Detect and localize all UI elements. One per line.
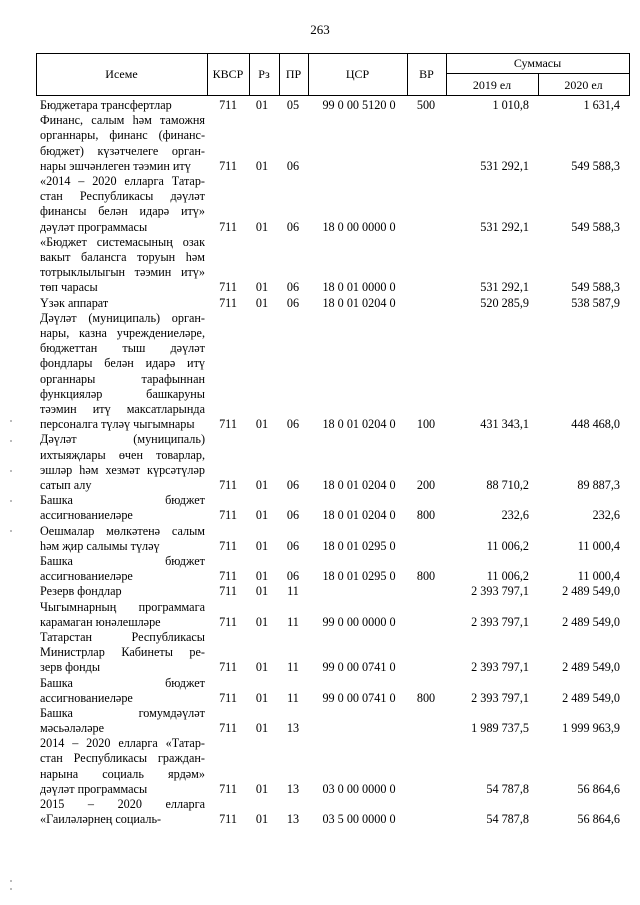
cell-kvsr: 711 (219, 660, 237, 675)
cell-2020: 11 000,4 (577, 569, 620, 584)
row-name (40, 98, 205, 113)
row-name-line: тотрыклылыгын тәэмин итү» (40, 265, 205, 280)
row-name-line: Башка бюджет (40, 675, 205, 690)
row-name (40, 296, 205, 311)
cell-2019: 520 285,9 (480, 295, 529, 310)
cell-2019: 11 006,2 (486, 538, 529, 553)
cell-2020: 89 887,3 (577, 477, 620, 492)
row-name-line: нары эшчәнлеген тәэмин итү (40, 158, 191, 173)
cell-csr: 03 0 00 0000 0 (322, 781, 396, 796)
cell-2019: 2 393 797,1 (471, 614, 529, 629)
row-name (40, 235, 205, 296)
cell-rz: 01 (255, 721, 269, 736)
row-name-line: «2014 – 2020 елларга Татар- (40, 173, 205, 188)
cell-2020: 2 489 549,0 (562, 660, 620, 675)
header-kvsr: КВСР (212, 67, 244, 81)
cell-2020: 56 864,6 (577, 781, 620, 796)
cell-kvsr: 711 (219, 812, 237, 827)
row-name-line: ассигнованиеләре (40, 690, 133, 705)
row-name-line: Башка гомумдәүләт (40, 705, 205, 720)
row-name-line: ихтыяҗлары өчен товарлар, (40, 447, 205, 462)
cell-rz: 01 (255, 295, 269, 310)
table-row (0, 493, 640, 523)
cell-vr: 800 (416, 569, 436, 584)
cell-pr: 13 (286, 812, 300, 827)
cell-csr: 18 0 00 0000 0 (322, 219, 396, 234)
row-name-line: «Бюджет системасының озак (40, 234, 205, 249)
cell-rz: 01 (255, 280, 269, 295)
cell-kvsr: 711 (219, 508, 237, 523)
cell-2019: 2 393 797,1 (471, 584, 529, 599)
row-name (40, 797, 205, 827)
cell-vr: 800 (416, 690, 436, 705)
table-row (0, 113, 640, 174)
row-name-line: бюджеттан тыш дәүләт (40, 341, 205, 356)
cell-2019: 531 292,1 (480, 158, 529, 173)
cell-pr: 06 (286, 158, 300, 173)
cell-kvsr: 711 (219, 584, 237, 599)
row-name (40, 736, 205, 797)
row-name (40, 600, 205, 630)
table-row (0, 98, 640, 113)
table-row (0, 797, 640, 827)
row-name-line: Министрлар Кабинеты ре- (40, 645, 205, 660)
row-name-line: дәүләт программасы (40, 219, 148, 234)
row-name (40, 706, 205, 736)
cell-2020: 448 468,0 (571, 417, 620, 432)
cell-2019: 11 006,2 (486, 569, 529, 584)
cell-2019: 1 010,8 (492, 97, 529, 112)
header-vr: ВР (419, 67, 434, 81)
header-rz: Рз (258, 67, 270, 81)
row-name-line: Үзәк аппарат (40, 295, 109, 310)
cell-pr: 06 (286, 295, 300, 310)
cell-csr: 18 0 01 0204 0 (322, 508, 396, 523)
row-name (40, 311, 205, 433)
table-row (0, 432, 640, 493)
row-name-line: сатып алу (40, 477, 92, 492)
table-row (0, 311, 640, 433)
cell-pr: 13 (286, 721, 300, 736)
cell-pr: 05 (286, 97, 300, 112)
cell-kvsr: 711 (219, 219, 237, 234)
cell-csr: 18 0 01 0000 0 (322, 280, 396, 295)
cell-2020: 2 489 549,0 (562, 614, 620, 629)
row-name-line: Финанс, салым һәм таможня (40, 113, 205, 128)
cell-csr: 18 0 01 0204 0 (322, 295, 396, 310)
cell-kvsr: 711 (219, 280, 237, 295)
cell-kvsr: 711 (219, 295, 237, 310)
cell-2019: 88 710,2 (486, 477, 529, 492)
row-name (40, 676, 205, 706)
row-name-line: төп чарасы (40, 280, 98, 295)
cell-2019: 54 787,8 (486, 781, 529, 796)
cell-2019: 2 393 797,1 (471, 690, 529, 705)
cell-kvsr: 711 (219, 538, 237, 553)
header-year-2019: 2019 ел (472, 78, 512, 92)
row-name-line: Дәүләт (муниципаль) (40, 432, 205, 447)
row-name (40, 493, 205, 523)
cell-rz: 01 (255, 781, 269, 796)
row-name-line: органнары тарафыннан (40, 371, 205, 386)
cell-2020: 2 489 549,0 (562, 584, 620, 599)
cell-csr: 03 5 00 0000 0 (322, 812, 396, 827)
cell-2020: 232,6 (592, 508, 620, 523)
row-name-line: стан Республикасы граждан- (40, 751, 205, 766)
cell-rz: 01 (255, 158, 269, 173)
cell-2019: 431 343,1 (480, 417, 529, 432)
table-row (0, 174, 640, 235)
row-name (40, 554, 205, 584)
cell-rz: 01 (255, 538, 269, 553)
scan-dot (10, 470, 12, 472)
cell-pr: 06 (286, 280, 300, 295)
row-name-line: ассигнованиеләре (40, 508, 133, 523)
cell-2020: 2 489 549,0 (562, 690, 620, 705)
cell-2020: 56 864,6 (577, 812, 620, 827)
row-name-line: Чыгымнарның программага (40, 599, 205, 614)
cell-2020: 549 588,3 (571, 219, 620, 234)
row-name-line: фондлары белән идарә итү (40, 356, 205, 371)
cell-pr: 06 (286, 569, 300, 584)
scan-dot (10, 888, 12, 890)
cell-pr: 06 (286, 477, 300, 492)
cell-2019: 531 292,1 (480, 219, 529, 234)
cell-vr: 200 (416, 477, 436, 492)
row-name-line: карамаган юнәлешләре (40, 614, 161, 629)
header-year-2020: 2020 ел (564, 78, 603, 92)
cell-kvsr: 711 (219, 158, 237, 173)
cell-rz: 01 (255, 812, 269, 827)
row-name-line: финансы белән идарә итү» (40, 204, 205, 219)
cell-2020: 549 588,3 (571, 158, 620, 173)
scan-dot (10, 420, 12, 422)
row-name-line: Резерв фондлар (40, 584, 122, 599)
row-name-line: һәм җир салымы түләү (40, 538, 160, 553)
row-name-line: стан Республикасы дәүләт (40, 189, 205, 204)
row-name-line: зерв фонды (40, 660, 101, 675)
cell-2020: 1 999 963,9 (562, 721, 620, 736)
cell-2019: 2 393 797,1 (471, 660, 529, 675)
row-name (40, 113, 205, 174)
table-row (0, 676, 640, 706)
cell-rz: 01 (255, 660, 269, 675)
row-name-line: Башка бюджет (40, 493, 205, 508)
cell-csr: 18 0 01 0295 0 (322, 538, 396, 553)
row-name-line: нары, казна учреждениеләре, (40, 325, 205, 340)
cell-rz: 01 (255, 219, 269, 234)
table-row (0, 630, 640, 676)
cell-pr: 06 (286, 508, 300, 523)
row-name (40, 584, 205, 599)
cell-pr: 06 (286, 417, 300, 432)
cell-csr: 99 0 00 0741 0 (322, 690, 396, 705)
cell-2019: 1 989 737,5 (471, 721, 529, 736)
cell-rz: 01 (255, 569, 269, 584)
cell-pr: 11 (287, 690, 299, 705)
cell-pr: 13 (286, 781, 300, 796)
cell-csr: 99 0 00 5120 0 (322, 97, 396, 112)
cell-rz: 01 (255, 584, 269, 599)
row-name (40, 432, 205, 493)
cell-kvsr: 711 (219, 477, 237, 492)
cell-rz: 01 (255, 690, 269, 705)
header-csr: ЦСР (345, 67, 370, 81)
row-name-line: Татарстан Республикасы (40, 629, 205, 644)
row-name-line: 2015 – 2020 елларга (40, 797, 205, 812)
cell-2020: 549 588,3 (571, 280, 620, 295)
cell-rz: 01 (255, 614, 269, 629)
row-name-line: Оешмалар мөлкәтенә салым (40, 523, 205, 538)
table-row (0, 736, 640, 797)
cell-rz: 01 (255, 477, 269, 492)
table-row (0, 600, 640, 630)
cell-vr: 100 (416, 417, 436, 432)
row-name-line: функцияләр башкаруны (40, 386, 205, 401)
header-sums: Суммасы (513, 56, 562, 70)
cell-csr: 18 0 01 0295 0 (322, 569, 396, 584)
cell-2019: 531 292,1 (480, 280, 529, 295)
cell-csr: 99 0 00 0741 0 (322, 660, 396, 675)
header-pr: ПР (285, 67, 302, 81)
table-body (0, 98, 640, 827)
cell-rz: 01 (255, 508, 269, 523)
cell-pr: 11 (287, 584, 299, 599)
row-name-line: органнары, финанс (финанс- (40, 128, 205, 143)
cell-vr: 800 (416, 508, 436, 523)
cell-2020: 11 000,4 (577, 538, 620, 553)
scan-dot (10, 500, 12, 502)
cell-pr: 11 (287, 614, 299, 629)
row-name (40, 630, 205, 676)
row-name-line: тәэмин итү максатларында (40, 401, 205, 416)
scan-dot (10, 880, 12, 882)
table-row (0, 554, 640, 584)
row-name-line: эшләр һәм хезмәт күрсәтүләр (40, 462, 205, 477)
cell-csr: 99 0 00 0000 0 (322, 614, 396, 629)
cell-kvsr: 711 (219, 690, 237, 705)
row-name-line: вакыт балансга торуын һәм (40, 249, 205, 264)
cell-vr: 500 (416, 97, 436, 112)
cell-csr: 18 0 01 0204 0 (322, 417, 396, 432)
scan-margin-dots (10, 0, 13, 905)
row-name-line: мәсьәләләре (40, 721, 104, 736)
cell-kvsr: 711 (219, 417, 237, 432)
cell-kvsr: 711 (219, 614, 237, 629)
cell-rz: 01 (255, 417, 269, 432)
cell-kvsr: 711 (219, 721, 237, 736)
cell-kvsr: 711 (219, 781, 237, 796)
page-number: 263 (310, 22, 330, 37)
row-name (40, 524, 205, 554)
cell-2020: 1 631,4 (583, 97, 620, 112)
cell-2020: 538 587,9 (571, 295, 620, 310)
cell-pr: 06 (286, 219, 300, 234)
header-name: Исеме (105, 67, 138, 81)
cell-pr: 06 (286, 538, 300, 553)
table-row (0, 706, 640, 736)
row-name-line: Башка бюджет (40, 553, 205, 568)
scan-dot (10, 530, 12, 532)
row-name (40, 174, 205, 235)
row-name-line: нарына социаль ярдәм» (40, 766, 205, 781)
table-header (36, 53, 630, 96)
row-name-line: ассигнованиеләре (40, 569, 133, 584)
cell-csr: 18 0 01 0204 0 (322, 477, 396, 492)
table-row (0, 296, 640, 311)
cell-2019: 232,6 (501, 508, 529, 523)
row-name-line: дәүләт программасы (40, 781, 148, 796)
row-name-line: персоналга түләү чыгымнары (40, 417, 195, 432)
scan-dot (10, 440, 12, 442)
header-bottom-rule (36, 95, 630, 96)
cell-rz: 01 (255, 97, 269, 112)
table-row (0, 584, 640, 599)
row-name-line: 2014 – 2020 елларга «Татар- (40, 736, 205, 751)
cell-pr: 11 (287, 660, 299, 675)
row-name-line: Бюджетара трансфертлар (40, 98, 172, 112)
row-name-line: бюджет) күзәтчелеге орган- (40, 143, 205, 158)
cell-2019: 54 787,8 (486, 812, 529, 827)
row-name-line: Дәүләт (муниципаль) орган- (40, 310, 205, 325)
table-row (0, 524, 640, 554)
header-top-rule (36, 53, 630, 54)
cell-kvsr: 711 (219, 97, 237, 112)
table-row (0, 235, 640, 296)
row-name-line: «Гаиләләрнең социаль- (40, 812, 162, 827)
cell-kvsr: 711 (219, 569, 237, 584)
col-divider (629, 53, 630, 96)
